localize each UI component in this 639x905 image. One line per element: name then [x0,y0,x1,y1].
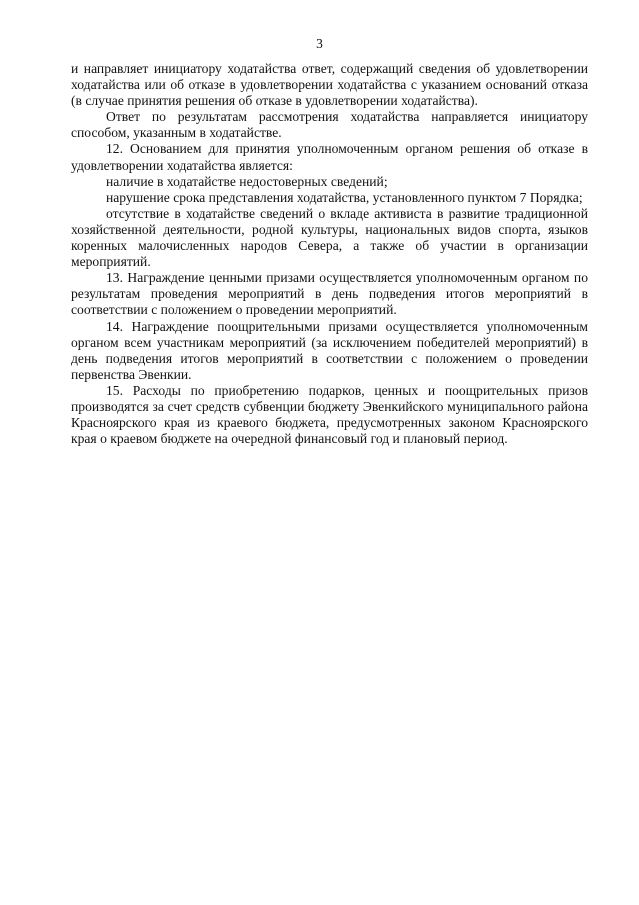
page-number: 3 [316,36,323,51]
paragraph-ground-deadline: нарушение срока представления ходатайства, установленного пунктом 7 Порядка; [106,189,583,205]
paragraph-15-expenses: 15. Расходы по приобретению подарков, ценных и поощрительных призов производятся за счет средств субвенции бюджету Эвенкийского муниципального района Красноярского края из краевого бюджета, предусмотренных законом Красноярского края о краевом бюджете на очередной финансовый год и плановый период. [71,382,588,447]
paragraph-response-continuation: и направляет инициатору ходатайства ответ, содержащий сведения об удовлетворении ходатайства или об отказе в удовлетворении ходатайства с указанием оснований отказа (в случае принятия решения об отказе в удовлетворении ходатайства). [71,61,588,109]
paragraph-ground-no-contribution: отсутствие в ходатайстве сведений о вкладе активиста в развитие традиционной хозяйственной деятельности, родной культуры, национальных видов спорта, языков коренных малочисленных народов Севера, а также об участии в организации мероприятий. [71,205,588,270]
document-body [71,61,588,447]
paragraph-13-valuable-prizes: 13. Награждение ценными призами осуществляется уполномоченным органом по результатам проведения мероприятий в день подведения итогов мероприятий в соответствии с положением о проведении мероприятий. [71,270,588,318]
paragraph-12-refusal-grounds: 12. Основанием для принятия уполномоченным органом решения об отказе в удовлетворении ходатайства является: [71,141,588,173]
paragraph-response-method: Ответ по результатам рассмотрения ходатайства направляется инициатору способом, указанным в ходатайстве. [71,109,588,141]
paragraph-14-incentive-prizes: 14. Награждение поощрительными призами осуществляется уполномоченным органом всем участникам мероприятий (за исключением победителей мероприятий) в день подведения итогов мероприятий в соответствии с положением о проведении первенства Эвенкии. [71,318,588,382]
paragraph-ground-false-info: наличие в ходатайстве недостоверных сведений; [106,173,388,189]
